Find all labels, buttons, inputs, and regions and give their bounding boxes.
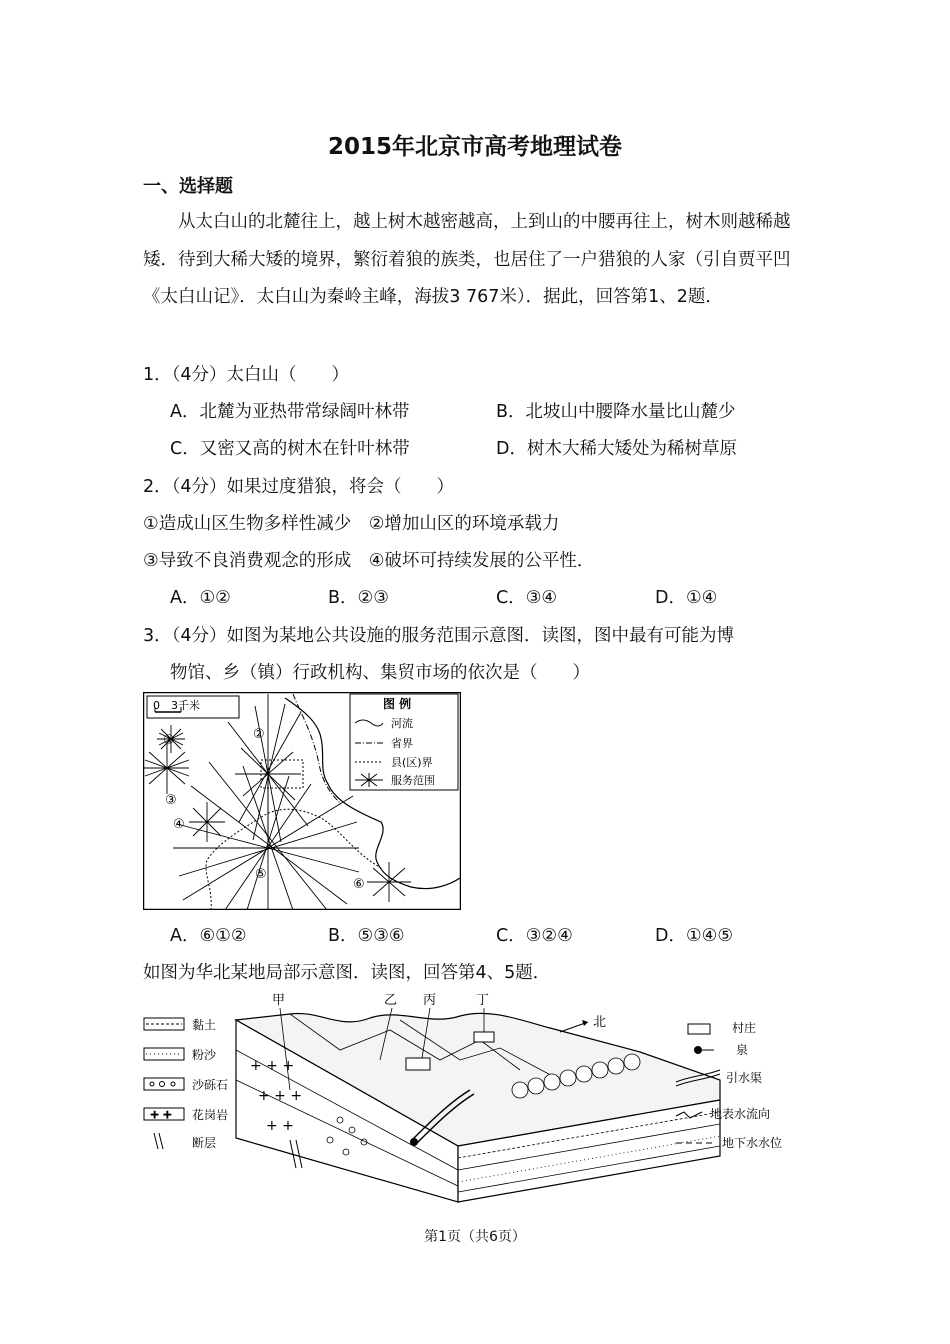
q2-option-b: B．②③ [328, 588, 389, 608]
q1-option-c: C．又密又高的树木在针叶林带 [170, 439, 410, 459]
svg-text:+ + +: + + + [250, 1058, 295, 1074]
svg-text:+ +: + + [266, 1118, 294, 1134]
section-heading: 一、选择题 [143, 176, 233, 197]
q2-statements-1: ①造成山区生物多样性减少 ②增加山区的环境承载力 [143, 514, 560, 534]
map-label-1: ① [163, 733, 175, 748]
page-title: 2015年北京市高考地理试卷 [327, 134, 622, 160]
q3-option-c: C．③②④ [496, 926, 573, 946]
label-yi: 乙 [384, 993, 398, 1008]
q3-option-b: B．⑤③⑥ [328, 926, 405, 946]
q2-option-c: C．③④ [496, 588, 558, 608]
north-china-block-diagram [140, 990, 820, 1212]
intro-paragraph: 从太白山的北麓往上，越上树木越密越高，上到山的中腰再往上，树木则越稀越矮．待到大稀大矮的境界，繁衍着狼的族类，也居住了一户猎狼的人家（引自贾平凹《太白山记》．太白山为秦岭主峰，海拔3 767米）．据此，回答第1、2题． [143, 212, 791, 307]
map-label-6: ⑥ [353, 877, 365, 892]
svg-text:+ +: + + [150, 1108, 172, 1121]
service-range-map [143, 692, 461, 910]
q3-option-d: D．①④⑤ [655, 926, 734, 946]
legend-silt: 粉沙 [192, 1048, 217, 1062]
legend-river: 河流 [391, 717, 413, 730]
label-bing: 丙 [423, 993, 437, 1008]
q1-option-d: D．树木大稀大矮处为稀树草原 [496, 439, 737, 459]
q1-stem: 1．（4分）太白山（ ） [143, 365, 350, 385]
legend-county-border: 县(区)界 [391, 756, 433, 769]
legend-clay: 黏土 [192, 1018, 217, 1032]
page-footer: 第1页（共6页） [424, 1229, 526, 1245]
legend-service-range: 服务范围 [391, 774, 435, 787]
north-arrow-label: 北 [593, 1015, 607, 1030]
map-label-4: ④ [173, 817, 185, 832]
legend-canal: 引水渠 [726, 1071, 763, 1085]
q2-statements-2: ③导致不良消费观念的形成 ④破坏可持续发展的公平性． [143, 551, 595, 571]
map-label-5: ⑤ [255, 867, 267, 882]
scale-label: 0 3千米 [153, 699, 200, 712]
service-center-6 [367, 862, 411, 902]
q2-stem: 2．（4分）如果过度猎狼，将会（ ） [143, 477, 455, 497]
legend-surface-flow: 地表水流向 [710, 1107, 771, 1121]
label-jia: 甲 [272, 993, 286, 1008]
legend-title: 图 例 [383, 697, 412, 711]
intro-2: 如图为华北某地局部示意图．读图，回答第4、5题． [143, 963, 551, 983]
map-label-2: ② [253, 727, 265, 742]
q3-stem-line2: 物馆、乡（镇）行政机构、集贸市场的依次是（ ） [170, 663, 590, 683]
label-ding: 丁 [476, 993, 490, 1008]
q3-option-a: A．⑥①② [170, 926, 247, 946]
legend-province-border: 省界 [391, 737, 413, 750]
q2-option-d: D．①④ [655, 588, 718, 608]
svg-text:+ + +: + + + [258, 1088, 303, 1104]
q3-stem-line1: 3．（4分）如图为某地公共设施的服务范围示意图．读图，图中最有可能为博 [143, 626, 735, 646]
q1-option-b: B．北坡山中腰降水量比山麓少 [496, 402, 736, 422]
legend-spring: 泉 [736, 1043, 749, 1057]
q1-option-a: A．北麓为亚热带常绿阔叶林带 [170, 402, 410, 422]
legend-granite: 花岗岩 [192, 1108, 229, 1122]
legend-fault: 断层 [192, 1136, 217, 1150]
map-label-3: ③ [165, 793, 177, 808]
q2-option-a: A．①② [170, 588, 231, 608]
legend-gravel: 沙砾石 [192, 1078, 229, 1092]
legend-water-table: 地下水水位 [722, 1136, 783, 1150]
legend-village: 村庄 [732, 1021, 757, 1035]
